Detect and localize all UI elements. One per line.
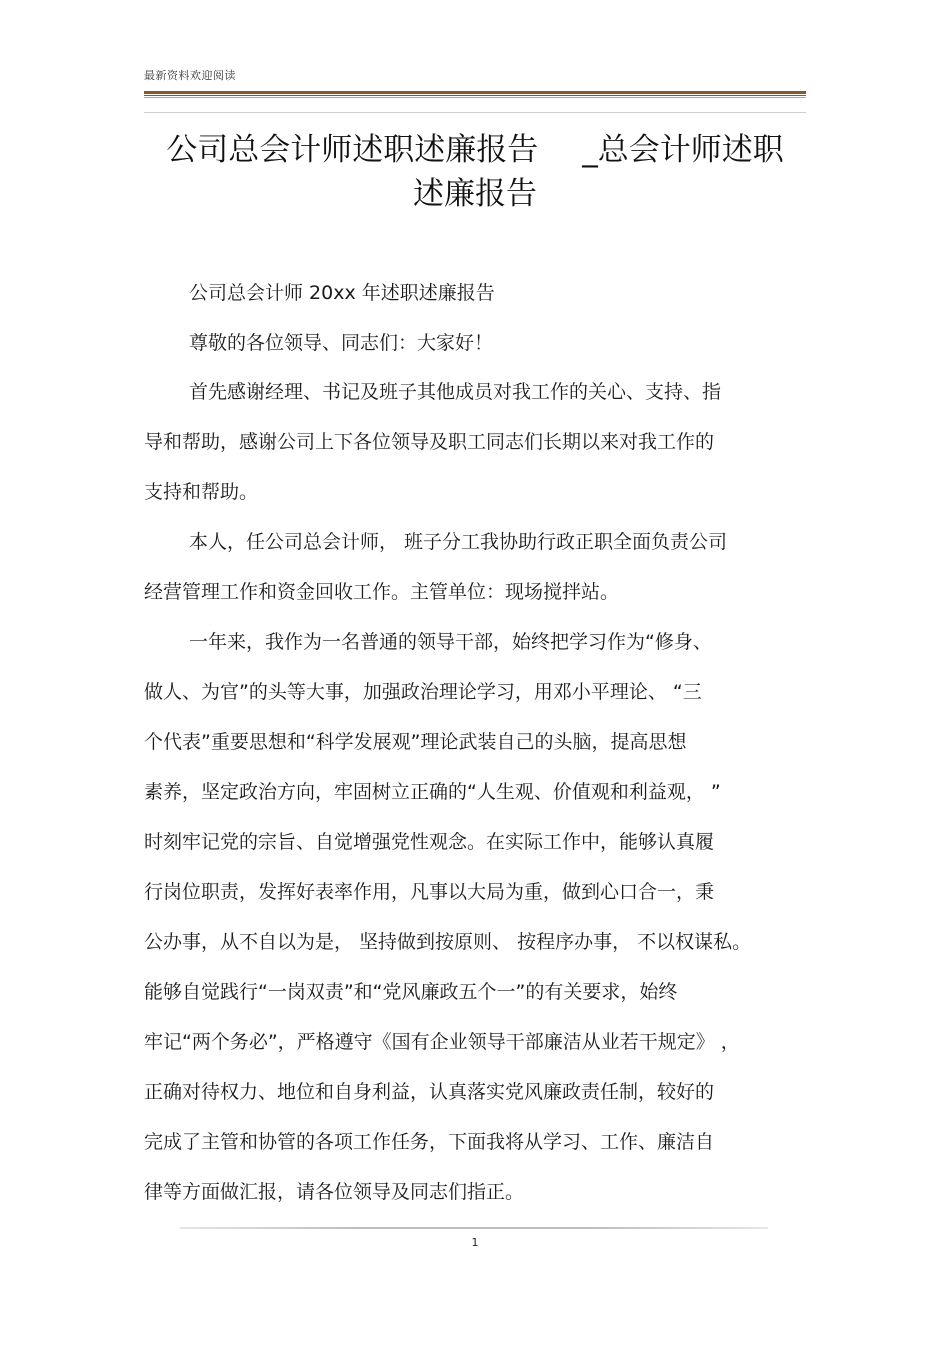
body-line: 律等方面做汇报，请各位领导及同志们指正。: [144, 1181, 525, 1203]
page-number: 1: [471, 1236, 479, 1249]
body-line: 一年来，我作为一名普通的领导干部，始终把学习作为“修身、: [189, 631, 712, 653]
body-line: 尊敬的各位领导、同志们：大家好！: [189, 332, 494, 354]
document-title: [144, 128, 806, 216]
body-line: 完成了主管和协管的各项工作任务，下面我将从学习、工作、廉洁自: [144, 1131, 715, 1153]
header-rule-light: [144, 97, 806, 98]
body-line: 公办事，从不自以为是， 坚持做到按原则、 按程序办事， 不以权谋私。: [144, 931, 752, 953]
body-line: 行岗位职责，发挥好表率作用，凡事以大局为重，做到心口合一，秉: [144, 881, 715, 903]
body-line: 时刻牢记党的宗旨、自觉增强党性观念。在实际工作中，能够认真履: [144, 831, 715, 853]
title-line-1-part-1: 公司总会计师述职述廉报告: [166, 132, 539, 168]
title-line-2: 述廉报告: [413, 176, 537, 212]
title-line-1-part-2: _总会计师述职: [582, 132, 784, 168]
header-rule-thin: [144, 95, 806, 96]
body-line: 素养，坚定政治方向，牢固树立正确的“人生观、价值观和利益观， ”: [144, 781, 721, 803]
body-line: 导和帮助，感谢公司上下各位领导及职工同志们长期以来对我工作的: [144, 431, 715, 453]
body-line: 经营管理工作和资金回收工作。主管单位：现场搅拌站。: [144, 581, 620, 603]
body-line: 能够自觉践行“一岗双责”和“党风廉政五个一”的有关要求，始终: [144, 981, 678, 1003]
footer-rule: [180, 1227, 768, 1229]
body-line: 牢记“两个务必”，严格遵守《国有企业领导干部廉洁从业若干规定》 ，: [144, 1031, 740, 1053]
header-rule-thick: [144, 91, 806, 94]
body-line: 公司总会计师 20xx 年述职述廉报告: [189, 282, 495, 304]
header-rule-grey: [144, 112, 806, 113]
header-label: 最新资料欢迎阅读: [144, 69, 236, 82]
body-line: 首先感谢经理、书记及班子其他成员对我工作的关心、支持、指: [189, 381, 722, 403]
body-line: 做人、为官”的头等大事，加强政治理论学习，用邓小平理论、 “三: [144, 681, 702, 703]
body-line: 本人，任公司总会计师， 班子分工我协助行政正职全面负责公司: [189, 531, 728, 553]
body-line: 支持和帮助。: [144, 481, 259, 503]
body-line: 个代表”重要思想和“科学发展观”理论武装自己的头脑，提高思想: [144, 731, 687, 753]
title-line-1: [144, 128, 806, 172]
body-line: 正确对待权力、地位和自身利益，认真落实党风廉政责任制，较好的: [144, 1081, 715, 1103]
